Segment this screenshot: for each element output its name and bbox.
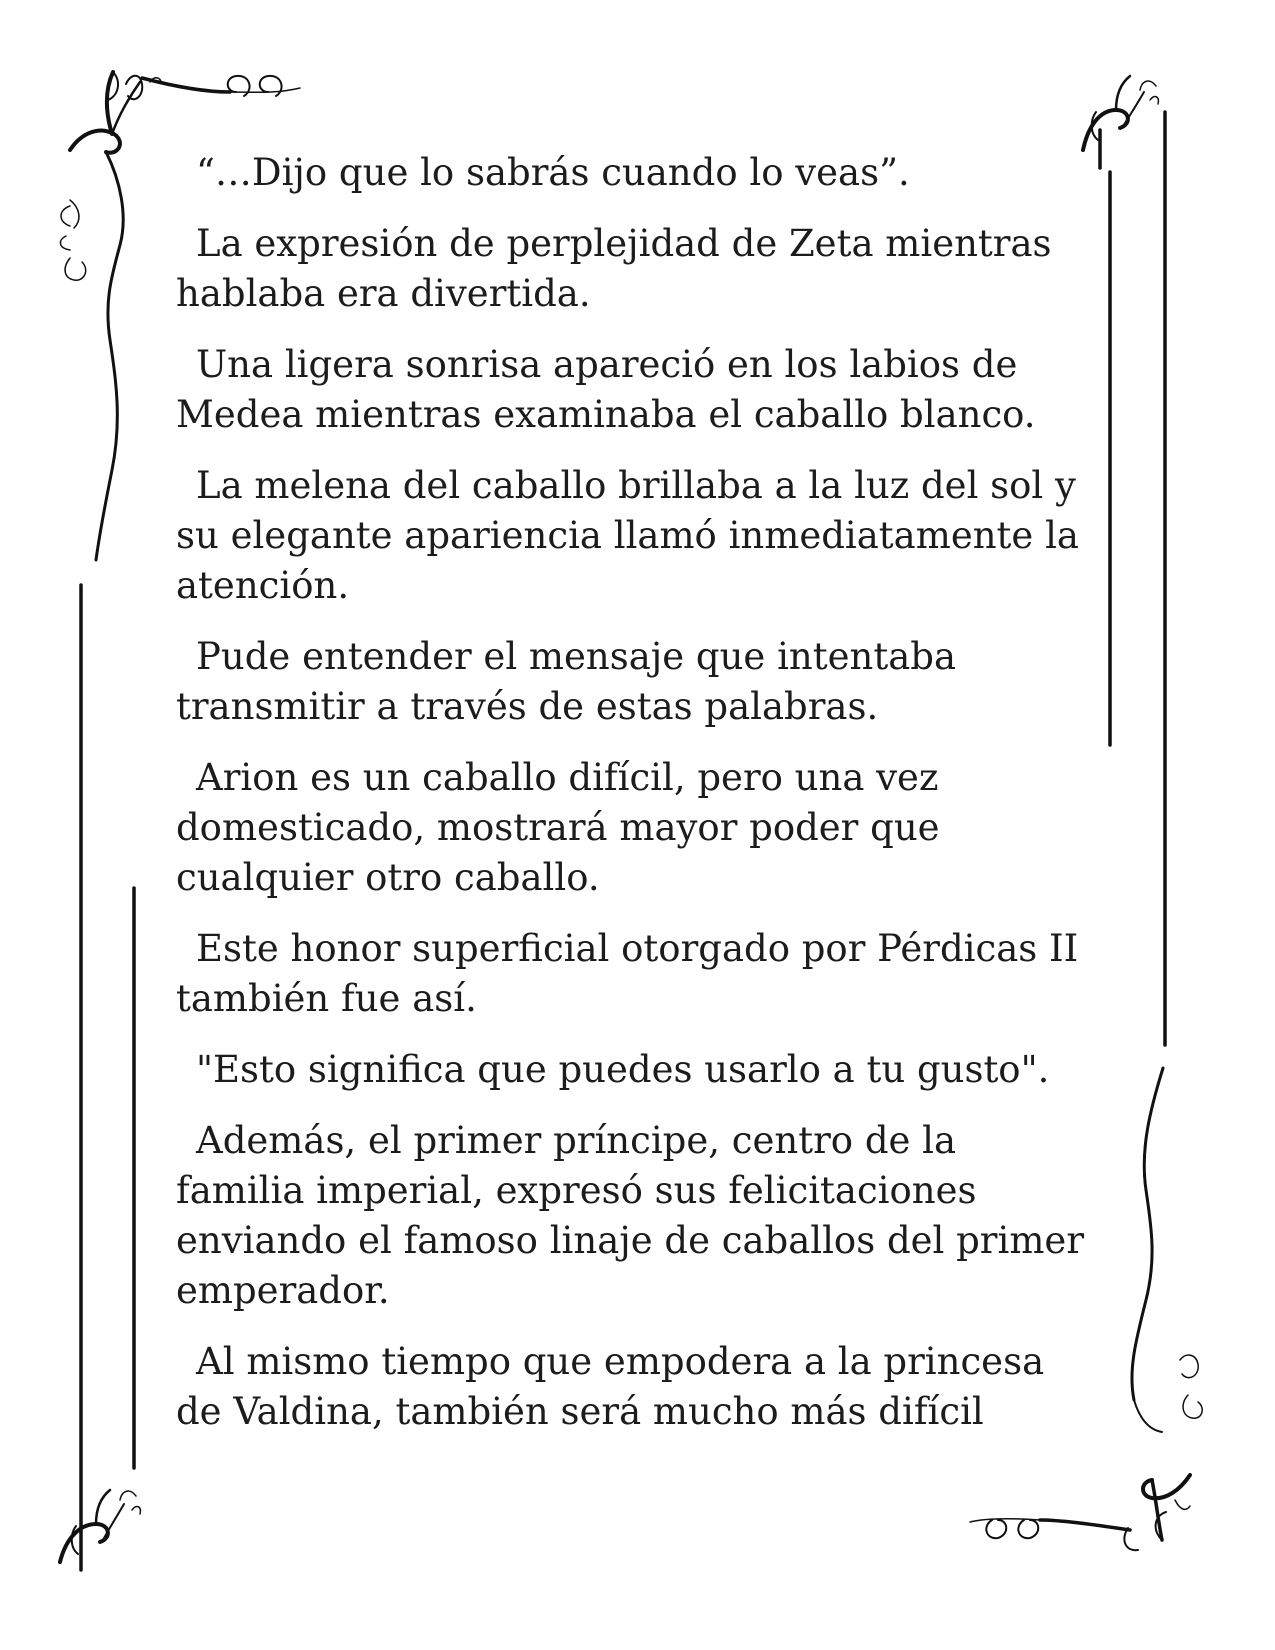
paragraph: La expresión de perplejidad de Zeta mientras hablaba era divertida.	[176, 222, 1052, 315]
paragraph: Pude entender el mensaje que intentaba transmitir a través de estas palabras.	[176, 635, 956, 728]
paragraph: Una ligera sonrisa apareció en los labios de Medea mientras examinaba el caballo blanco.	[176, 343, 1036, 436]
paragraph: Al mismo tiempo que empodera a la princesa de Valdina, también será mucho más difícil	[176, 1340, 1045, 1433]
page-text	[176, 148, 1096, 1458]
paragraph: La melena del caballo brillaba a la luz del sol y su elegante apariencia llamó inmediatamente la atención.	[176, 464, 1079, 607]
paragraph: Este honor superficial otorgado por Pérdicas II también fue así.	[176, 927, 1079, 1020]
paragraph: "Esto significa que puedes usarlo a tu gusto".	[196, 1048, 1050, 1091]
paragraph: “…Dijo que lo sabrás cuando lo veas”.	[196, 151, 910, 194]
paragraph: Arion es un caballo difícil, pero una vez domesticado, mostrará mayor poder que cualquier otro caballo.	[176, 756, 940, 899]
bottom-left-flourish-icon	[60, 1490, 140, 1562]
paragraph: Además, el primer príncipe, centro de la familia imperial, expresó sus felicitaciones enviando el famoso linaje de caballos del primer emperador.	[176, 1119, 1084, 1312]
